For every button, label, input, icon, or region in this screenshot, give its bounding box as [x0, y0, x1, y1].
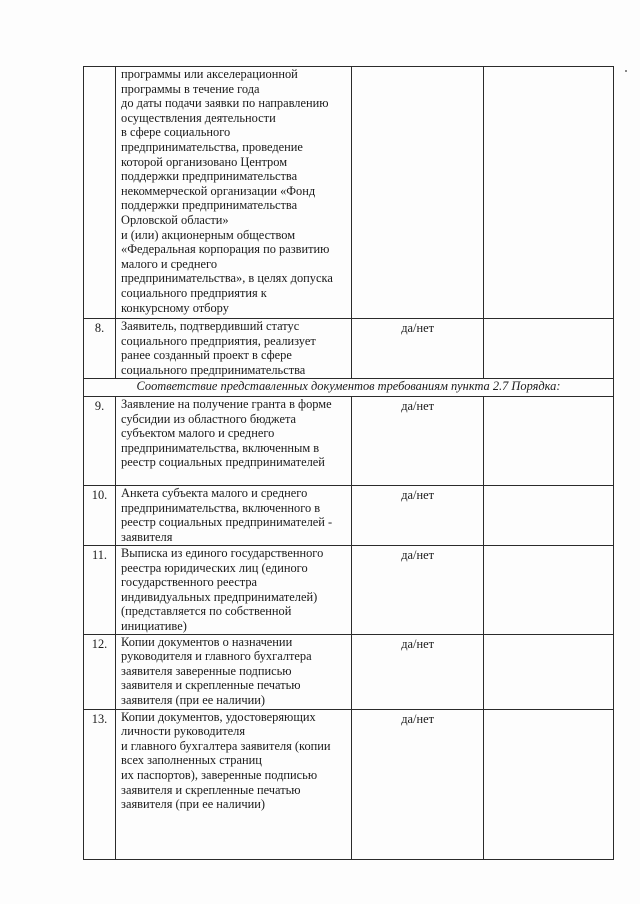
- table-row: [84, 486, 614, 546]
- answer-cell: [352, 709, 483, 859]
- row-line: реестр социальных предпринимателей: [121, 455, 325, 470]
- row-line: заявителя и скрепленные печатью: [121, 782, 301, 797]
- empty-cell: [483, 319, 613, 379]
- row-description: [116, 319, 352, 379]
- row-line: заявителя (при ее наличии): [121, 692, 265, 707]
- row-description: [116, 634, 352, 709]
- row-line: Анкета субъекта малого и среднего: [121, 486, 308, 500]
- row-description: [116, 397, 352, 486]
- row-line: заявителя (при ее наличии): [121, 797, 265, 812]
- answer-text: да/нет: [401, 488, 434, 502]
- empty-cell: [483, 546, 613, 635]
- row-line: социального предпринимательства: [121, 362, 306, 377]
- answer-text: да/нет: [401, 321, 434, 335]
- row-number: [84, 67, 116, 319]
- row-line: Копии документов, удостоверяющих: [121, 709, 316, 724]
- answer-cell: [352, 397, 483, 486]
- row-line: заявителя: [121, 529, 173, 544]
- criteria-table: [83, 66, 614, 860]
- empty-cell: [483, 486, 613, 546]
- row-line: социального предприятия, реализует: [121, 333, 316, 348]
- answer-text: да/нет: [401, 636, 434, 651]
- row-line: Выписка из единого государственного: [121, 546, 324, 560]
- row-line: субсидии из областного бюджета: [121, 411, 297, 426]
- row-line: до даты подачи заявки по направлению: [121, 96, 329, 111]
- row-line: личности руководителя: [121, 724, 246, 739]
- empty-cell: [483, 634, 613, 709]
- row-line: конкурсному отбору: [121, 300, 229, 315]
- row-line: заявителя заверенные подписью: [121, 663, 292, 678]
- row-line: которой организовано Центром: [121, 154, 288, 169]
- row-line: предпринимательства», в целях допуска: [121, 271, 333, 286]
- table-row: [84, 546, 614, 635]
- row-line: заявителя и скрепленные печатью: [121, 678, 301, 693]
- table-row: [84, 634, 614, 709]
- row-line: руководителя и главного бухгалтера: [121, 649, 312, 664]
- empty-cell: [483, 67, 613, 319]
- table-row: [84, 397, 614, 486]
- row-line: поддержки предпринимательства: [121, 169, 298, 184]
- row-line: их паспортов), заверенные подписью: [121, 767, 318, 782]
- answer-text: да/нет: [401, 711, 434, 726]
- row-description: [116, 486, 352, 546]
- row-line: в сфере социального: [121, 125, 231, 140]
- section-header-row: [84, 379, 614, 397]
- row-line: инициативе): [121, 618, 187, 633]
- row-line: государственного реестра: [121, 575, 258, 590]
- row-line: некоммерческой организации «Фонд: [121, 183, 316, 198]
- row-line: субъектом малого и среднего: [121, 426, 275, 441]
- row-line: программы в течение года: [121, 81, 260, 96]
- row-description: [116, 709, 352, 859]
- answer-text: да/нет: [401, 399, 434, 413]
- row-line: индивидуальных предпринимателей): [121, 589, 318, 604]
- row-line: предпринимательства, проведение: [121, 139, 303, 154]
- row-number: 13.: [84, 709, 116, 859]
- row-line: программы или акселерационной: [121, 67, 298, 81]
- row-line: ранее созданный проект в сфере: [121, 348, 292, 363]
- answer-cell: [352, 486, 483, 546]
- table-row: [84, 709, 614, 859]
- section-header: Соответствие представленных документов требованиям пункта 2.7 Порядка:: [84, 379, 614, 397]
- table-row: [84, 319, 614, 379]
- row-line: и главного бухгалтера заявителя (копии: [121, 738, 331, 753]
- row-line: Копии документов о назначении: [121, 634, 293, 649]
- row-number: 10.: [84, 486, 116, 546]
- row-number: 12.: [84, 634, 116, 709]
- row-description: [116, 546, 352, 635]
- answer-cell: [352, 319, 483, 379]
- answer-cell: [352, 634, 483, 709]
- row-line: «Федеральная корпорация по развитию: [121, 242, 330, 257]
- row-number: 9.: [84, 397, 116, 486]
- row-number: 8.: [84, 319, 116, 379]
- row-line: малого и среднего: [121, 256, 218, 271]
- empty-cell: [483, 709, 613, 859]
- row-description: [116, 67, 352, 319]
- answer-text: да/нет: [401, 548, 434, 562]
- row-line: реестр социальных предпринимателей -: [121, 515, 333, 530]
- answer-cell: [352, 67, 483, 319]
- row-line: Заявитель, подтвердивший статус: [121, 319, 300, 333]
- answer-cell: [352, 546, 483, 635]
- row-line: Орловской области»: [121, 212, 229, 227]
- row-line: социального предприятия к: [121, 285, 267, 300]
- row-line: и (или) акционерным обществом: [121, 227, 296, 242]
- row-line: предпринимательства, включенного в: [121, 500, 321, 515]
- row-line: поддержки предпринимательства: [121, 198, 298, 213]
- empty-cell: [483, 397, 613, 486]
- row-line: всех заполненных страниц: [121, 753, 262, 768]
- row-line: реестра юридических лиц (единого: [121, 560, 308, 575]
- row-number: 11.: [84, 546, 116, 635]
- table-row: [84, 67, 614, 319]
- scan-dot: [625, 70, 627, 72]
- row-line: Заявление на получение гранта в форме: [121, 397, 332, 411]
- row-line: предпринимательства, включенным в: [121, 440, 320, 455]
- row-line: осуществления деятельности: [121, 110, 276, 125]
- row-line: (представляется по собственной: [121, 604, 292, 619]
